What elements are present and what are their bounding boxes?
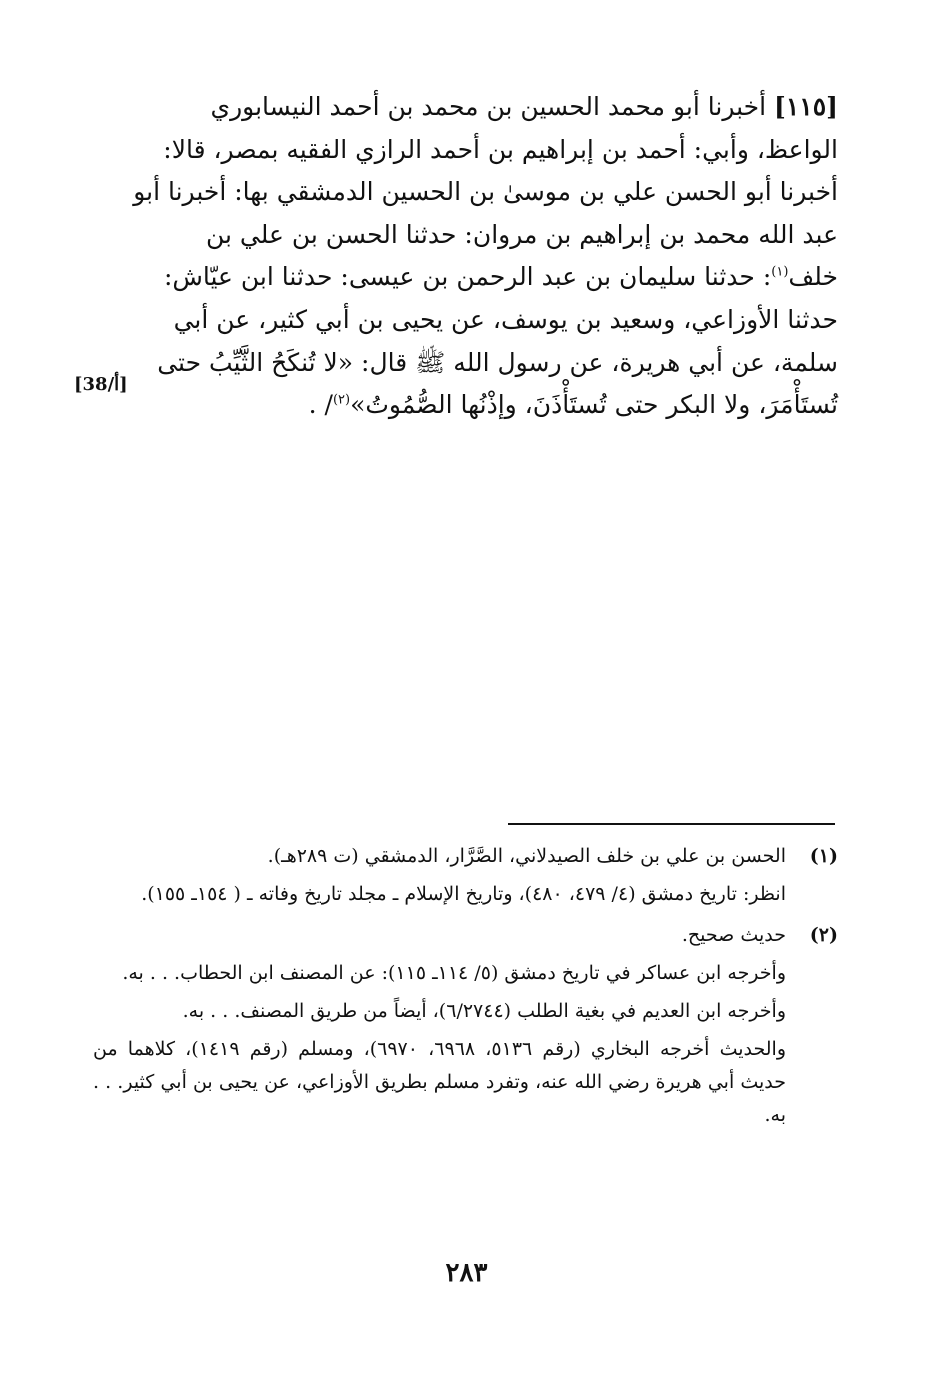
page-number: ٢٨٣ [445, 1258, 488, 1288]
manuscript-folio-reference: [38/أ] [74, 374, 128, 395]
text-line-1 [98, 86, 838, 129]
entry-number: [١١٥] [774, 92, 838, 121]
text-line-8 [98, 384, 838, 427]
footnote-1-line: انظر: تاريخ دمشق (٤/ ٤٧٩، ٤٨٠)، وتاريخ الإسلام ـ مجلد تاريخ وفاته ـ ( ١٥٤ـ ١٥٥). [141, 883, 786, 905]
footnote-1-number: (١) [809, 845, 838, 867]
text-line-4: عبد الله محمد بن إبراهيم بن مروان: حدثنا الحسن بن علي بن [205, 219, 838, 249]
footnote-2-line: وأخرجه ابن عساكر في تاريخ دمشق (٥/ ١١٤ـ ١١٥): عن المصنف ابن الحطاب. . . به. [122, 962, 786, 984]
text-line-2: الواعظ، وأبي: أحمد بن إبراهيم بن أحمد الرازي الفقيه بمصر، قالا: [163, 134, 838, 164]
footnote-2-line: والحديث أخرجه البخاري (رقم ٥١٣٦، ٦٩٦٨، ٦٩٧٠)، ومسلم (رقم ١٤١٩)، كلاهما من حديث أبي هريرة رضي الله عنه، وتفرد مسلم بطريق الأوزاعي، عن يحيى بن أبي كثير. . . به. [93, 1038, 787, 1126]
footnote-separator [508, 823, 835, 825]
text-line-6: حدثنا الأوزاعي، وسعيد بن يوسف، عن يحيى بن أبي كثير، عن أبي [173, 304, 838, 334]
footnote-1-line: الحسن بن علي بن خلف الصيدلاني، الصَّرَّار، الدمشقي (ت ٢٨٩هـ). [267, 845, 786, 867]
footnote-ref-1[interactable]: (١) [771, 265, 789, 281]
text-line-8-end: / . [308, 390, 333, 420]
footnote-2-line: حديث صحيح. [681, 924, 786, 946]
main-text [98, 86, 838, 427]
text-line-8-start: تُستَأْمَرَ، ولا البكر حتى تُستَأْذَنَ، وإذْنُها الصُّمُوتُ» [350, 390, 838, 420]
footnote-2-line: وأخرجه ابن العديم في بغية الطلب (٦/٢٧٤٤)، أيضاً من طريق المصنف. . . به. [182, 1000, 786, 1022]
text-line-5 [98, 256, 838, 299]
text-line-1-content: أخبرنا أبو محمد الحسين بن محمد بن أحمد النيسابوري [210, 92, 767, 121]
text-line-5-end: : حدثنا سليمان بن عبد الرحمن بن عيسى: حدثنا ابن عيّاش: [163, 262, 772, 292]
text-line-7: سلمة، عن أبي هريرة، عن رسول الله ﷺ قال: «لا تُنكَحُ الثَّيِّبُ حتى [157, 347, 838, 377]
footnote-2 [93, 919, 838, 1132]
footnote-ref-2[interactable]: (٢) [332, 392, 351, 408]
footnotes [93, 840, 838, 1137]
footnote-1 [93, 840, 838, 911]
footnote-2-number: (٢) [809, 924, 838, 946]
text-line-5-start: خلف [788, 262, 838, 292]
text-line-3: أخبرنا أبو الحسن علي بن موسىٰ بن الحسين الدمشقي بها: أخبرنا أبو [133, 177, 838, 207]
